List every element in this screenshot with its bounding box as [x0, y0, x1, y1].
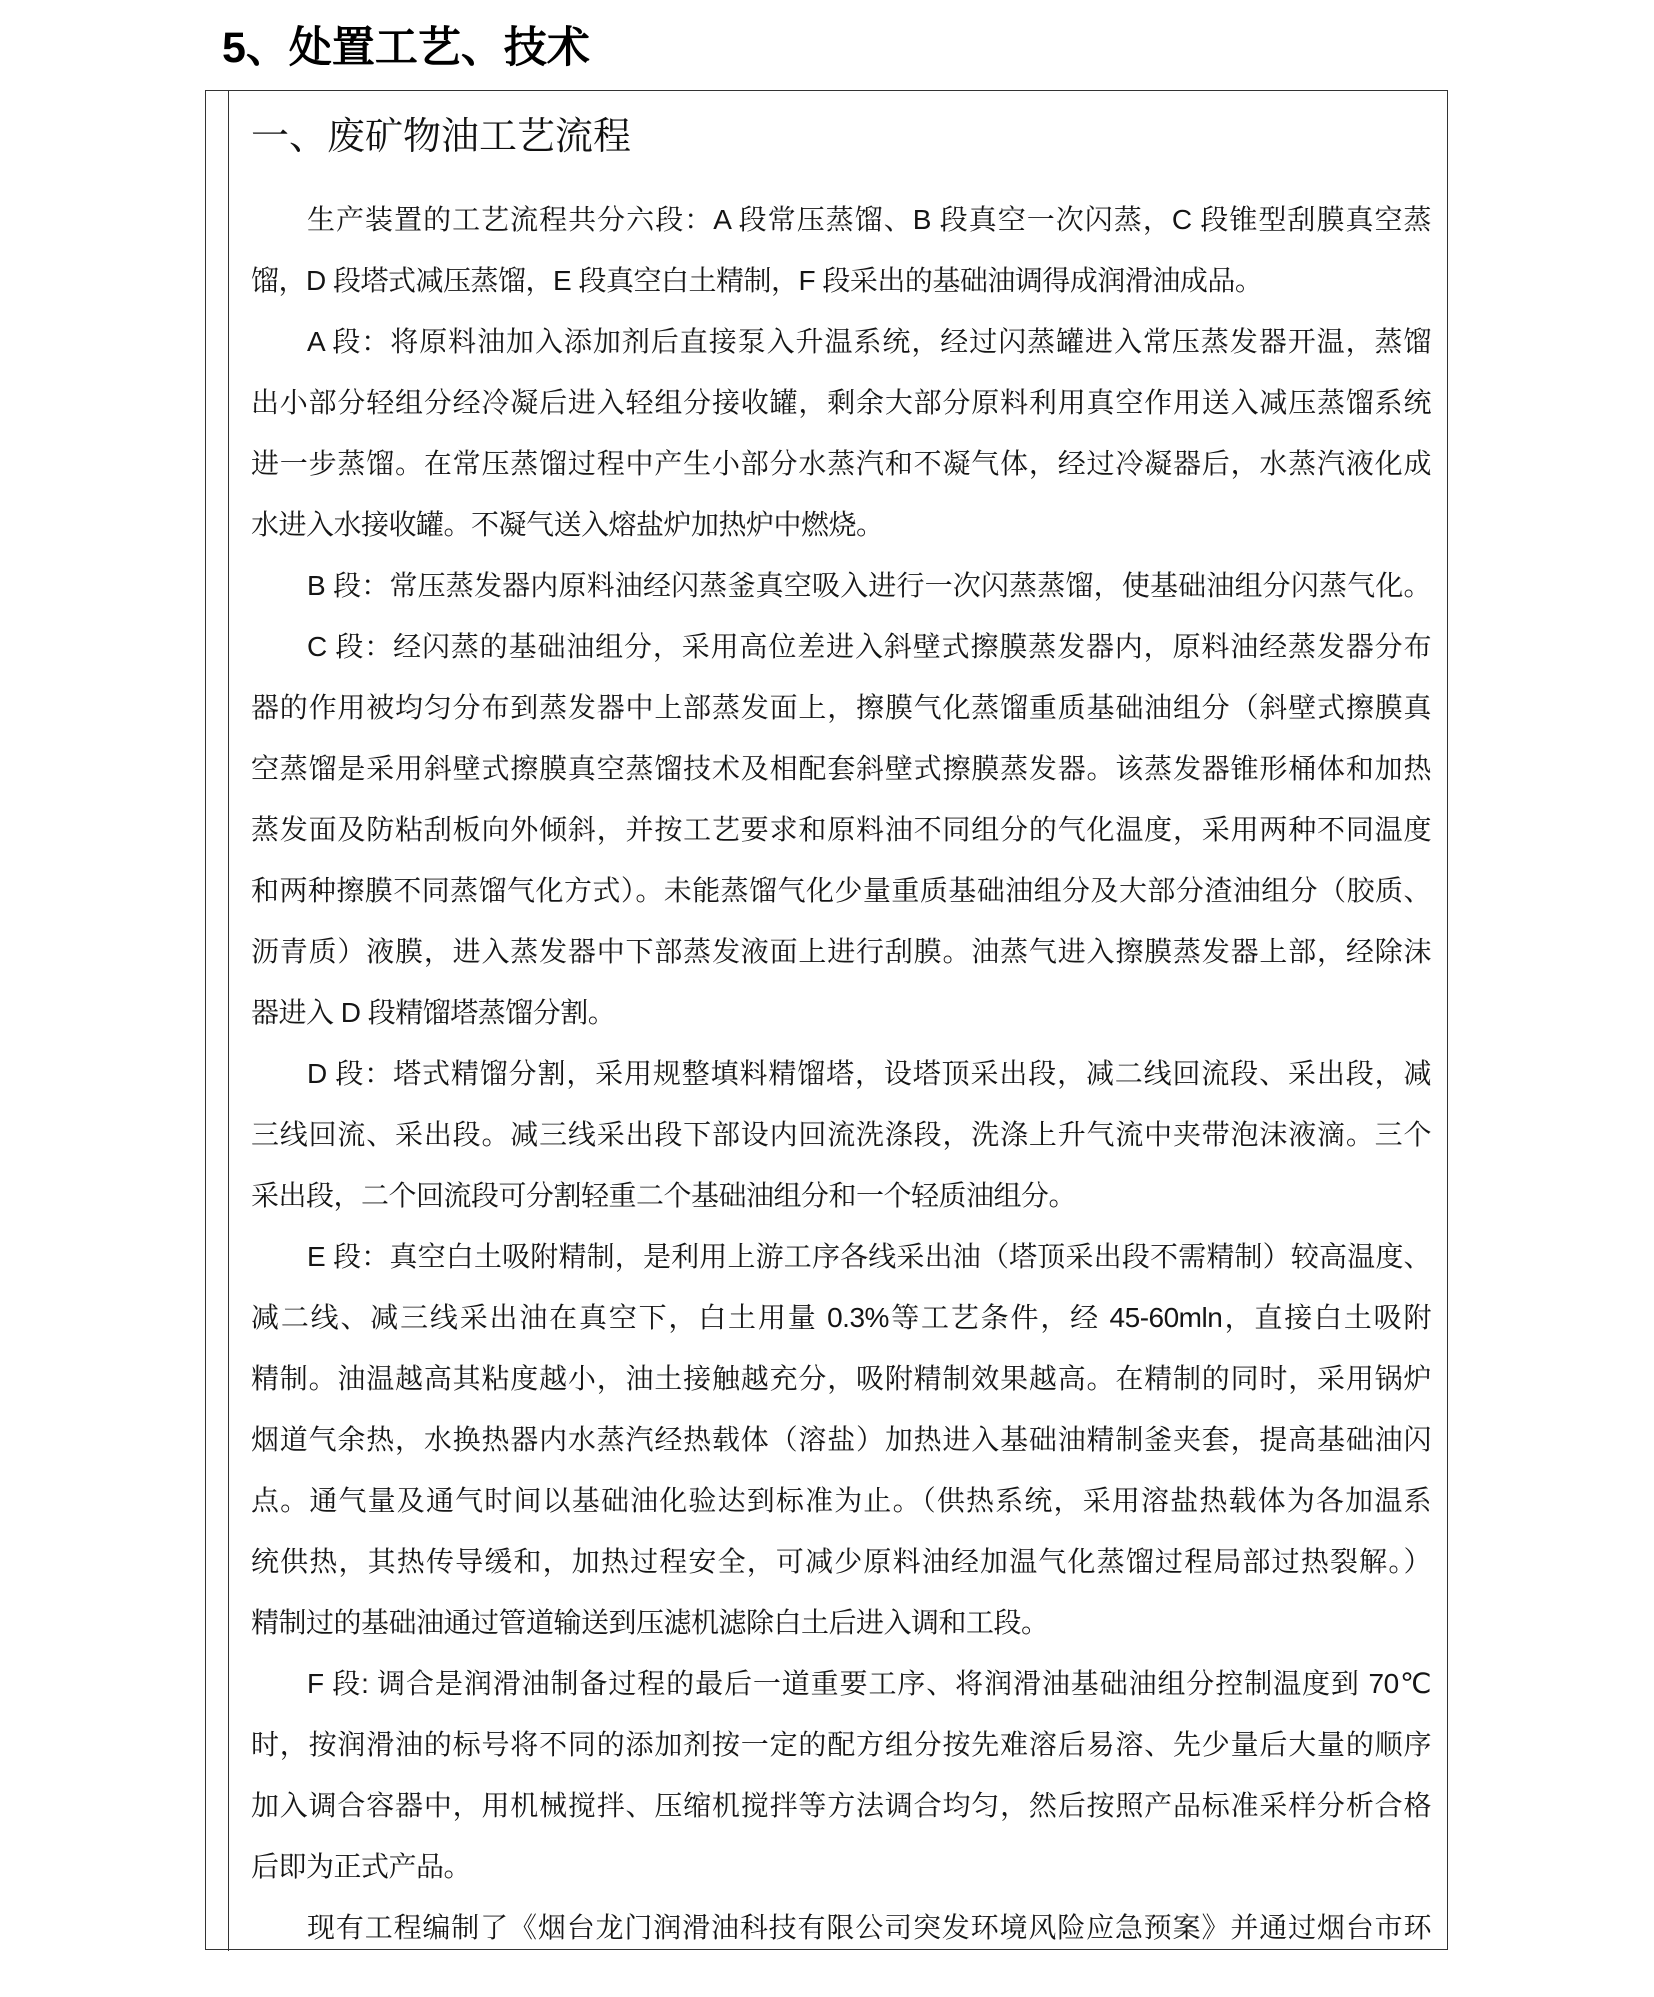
text-line: F 段: 调合是润滑油制备过程的最后一道重要工序、将润滑油基础油组分控制温度到 70℃	[307, 1668, 1431, 1699]
column-divider	[228, 90, 229, 1951]
text-line: 馏，D 段塔式减压蒸馏，E 段真空白土精制，F 段采出的基础油调得成润滑油成品。	[251, 265, 1263, 296]
text-line: 减二线、减三线采出油在真空下，白土用量 0.3%等工艺条件，经 45-60mln，直接白土吸附	[251, 1302, 1431, 1333]
text-line: 空蒸馏是采用斜壁式擦膜真空蒸馏技术及相配套斜壁式擦膜蒸发器。该蒸发器锥形桶体和加热	[251, 753, 1431, 784]
text-line: C 段：经闪蒸的基础油组分，采用高位差进入斜壁式擦膜蒸发器内，原料油经蒸发器分布	[307, 631, 1431, 662]
text-line: 进一步蒸馏。在常压蒸馏过程中产生小部分水蒸汽和不凝气体，经过冷凝器后，水蒸汽液化成	[251, 448, 1431, 479]
text-line: 加入调合容器中，用机械搅拌、压缩机搅拌等方法调合均匀，然后按照产品标准采样分析合格	[251, 1790, 1431, 1821]
paragraph-stage-b	[251, 555, 1431, 616]
paragraph-stage-a	[251, 311, 1431, 555]
text-line: 精制。油温越高其粘度越小，油土接触越充分，吸附精制效果越高。在精制的同时，采用锅炉	[251, 1363, 1431, 1394]
text-line: 后即为正式产品。	[251, 1851, 472, 1882]
text-line: E 段：真空白土吸附精制，是利用上游工序各线采出油（塔顶采出段不需精制）较高温度、	[307, 1241, 1431, 1272]
text-line: 器进入 D 段精馏塔蒸馏分割。	[251, 997, 616, 1028]
paragraph-stage-f	[251, 1653, 1431, 1897]
section-title: 5、处置工艺、技术	[222, 24, 590, 72]
text-line: 三线回流、采出段。减三线采出段下部设内回流洗涤段，洗涤上升气流中夹带泡沫液滴。三个	[251, 1119, 1431, 1150]
text-line: 和两种擦膜不同蒸馏气化方式）。未能蒸馏气化少量重质基础油组分及大部分渣油组分（胶质、	[251, 875, 1431, 906]
text-line: 器的作用被均匀分布到蒸发器中上部蒸发面上，擦膜气化蒸馏重质基础油组分（斜壁式擦膜真	[251, 692, 1431, 723]
paragraph-stage-d	[251, 1043, 1431, 1226]
text-line: 生产装置的工艺流程共分六段：A 段常压蒸馏、B 段真空一次闪蒸，C 段锥型刮膜真空蒸	[307, 204, 1431, 235]
process-description	[251, 189, 1431, 1958]
text-line: 点。通气量及通气时间以基础油化验达到标准为止。（供热系统，采用溶盐热载体为各加温系	[251, 1485, 1431, 1516]
paragraph-stage-c	[251, 616, 1431, 1043]
text-line: 烟道气余热，水换热器内水蒸汽经热载体（溶盐）加热进入基础油精制釜夹套，提高基础油闪	[251, 1424, 1431, 1455]
text-line: D 段：塔式精馏分割，采用规整填料精馏塔，设塔顶采出段，减二线回流段、采出段，减	[307, 1058, 1431, 1089]
paragraph-stage-e	[251, 1226, 1431, 1653]
process-heading: 一、废矿物油工艺流程	[251, 116, 632, 158]
paragraph-overview	[251, 189, 1431, 311]
text-line: 时，按润滑油的标号将不同的添加剂按一定的配方组分按先难溶后易溶、先少量后大量的顺序	[251, 1729, 1431, 1760]
text-line: 现有工程编制了《烟台龙门润滑油科技有限公司突发环境风险应急预案》并通过烟台市环	[307, 1912, 1431, 1943]
text-line: 统供热，其热传导缓和，加热过程安全，可减少原料油经加温气化蒸馏过程局部过热裂解。）	[251, 1546, 1431, 1577]
text-line: 出小部分轻组分经冷凝后进入轻组分接收罐，剩余大部分原料利用真空作用送入减压蒸馏系统	[251, 387, 1431, 418]
text-line: 采出段，二个回流段可分割轻重二个基础油组分和一个轻质油组分。	[251, 1180, 1077, 1211]
text-line: 水进入水接收罐。不凝气送入熔盐炉加热炉中燃烧。	[251, 509, 884, 540]
text-line: A 段：将原料油加入添加剂后直接泵入升温系统，经过闪蒸罐进入常压蒸发器开温，蒸馏	[307, 326, 1431, 357]
text-line: B 段：常压蒸发器内原料油经闪蒸釜真空吸入进行一次闪蒸蒸馏，使基础油组分闪蒸气化。	[307, 570, 1431, 601]
text-line: 沥青质）液膜，进入蒸发器中下部蒸发液面上进行刮膜。油蒸气进入擦膜蒸发器上部，经除沫	[251, 936, 1431, 967]
text-line: 蒸发面及防粘刮板向外倾斜，并按工艺要求和原料油不同组分的气化温度，采用两种不同温度	[251, 814, 1431, 845]
paragraph-emergency-plan	[251, 1897, 1431, 1958]
text-line: 精制过的基础油通过管道输送到压滤机滤除白土后进入调和工段。	[251, 1607, 1049, 1638]
